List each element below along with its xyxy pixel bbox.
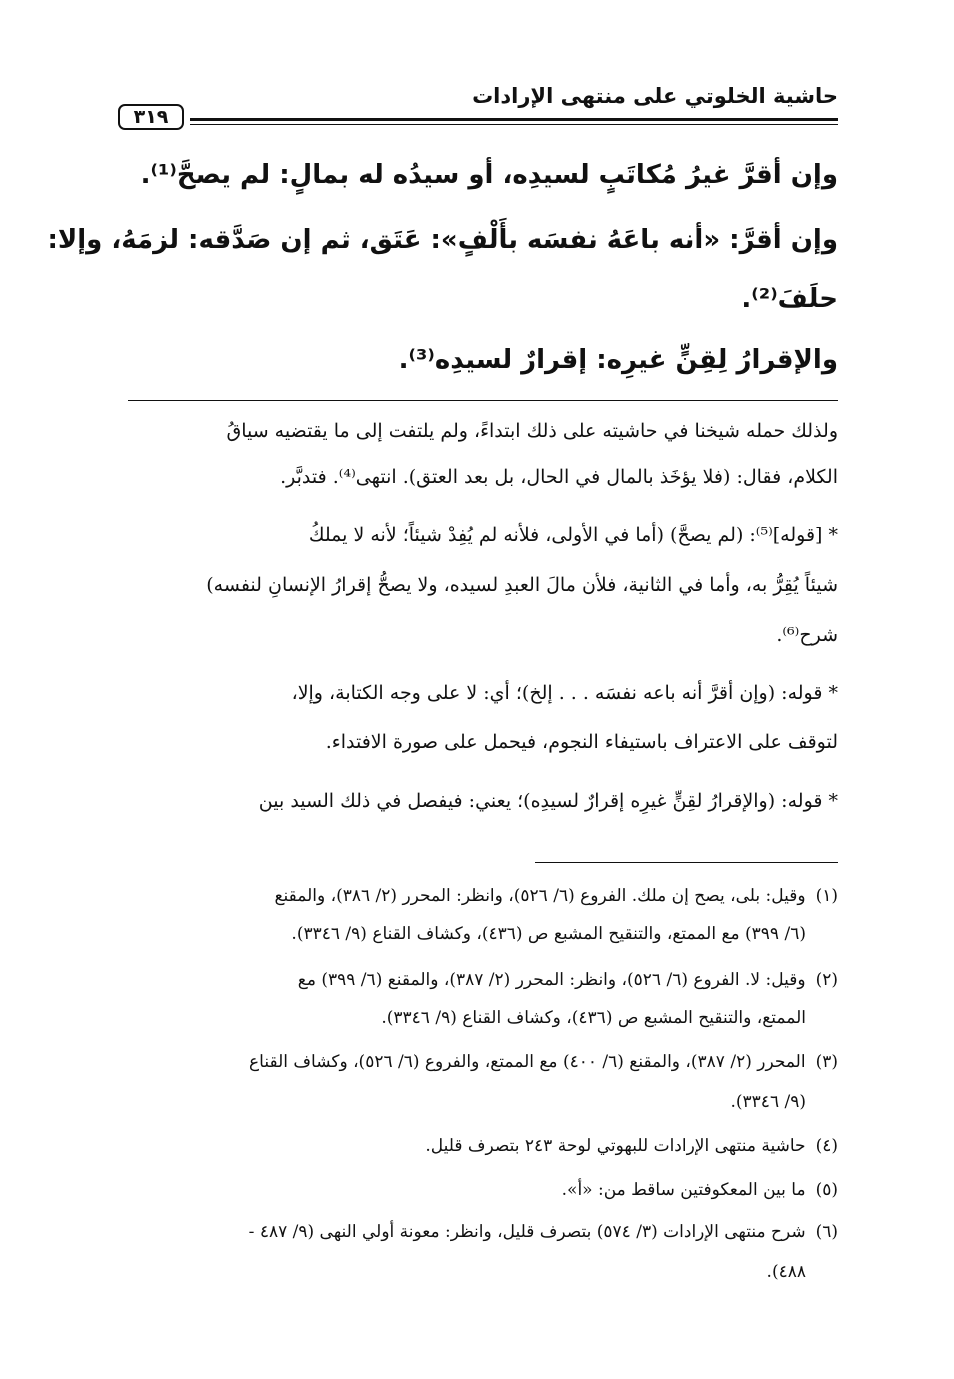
footnote-3 <box>118 1052 838 1072</box>
footnote-4 <box>118 1136 838 1156</box>
sharh-p2-line-2: شيئاً يُقِرُّ به، وأما في الثانية، فلأن مالَ العبدِ لسيده، ولا يصحُّ إقرارُ الإنسانِ لنفسه) <box>206 574 838 596</box>
running-header <box>118 84 838 128</box>
footnote-text: وقيل: لا. الفروع (٦/ ٥٢٦)، وانظر: المحرر (٢/ ٣٨٧)، والمقنع (٦/ ٣٩٩) مع <box>297 970 806 990</box>
footnote-number: (٦) <box>815 1222 838 1242</box>
footnote-5 <box>118 1180 838 1200</box>
footnote-text: ما بين المعكوفتين ساقط من: «أ». <box>561 1180 806 1200</box>
footnote-number: (٢) <box>815 970 838 990</box>
header-title: حاشية الخلوتي على منتهى الإرادات <box>472 84 838 108</box>
footnote-number: (١) <box>815 886 838 906</box>
matn-line-4: والإقرارُ لِقِنٍّ غيرِه: إقرارٌ لسيدِه⁽³⁾. <box>398 345 838 375</box>
footnote-1-cont: (٦/ ٣٩٩) مع الممتع، والتنقيح المشبع ص (٤٣٦)، وكشاف القناع (٩/ ٣٣٤٦). <box>291 924 806 944</box>
matn-line-2: وإن أقرَّ: «أنه باعَهُ نفسَه بأَلْفٍ»: عَتَق، ثم إن صَدَّقه: لزمَهُ، وإلا: <box>47 225 838 255</box>
footnote-text: المحرر (٢/ ٣٨٧)، والمقنع (٦/ ٤٠٠) مع الممتع، والفروع (٦/ ٥٢٦)، وكشاف القناع <box>249 1052 806 1072</box>
matn-sharh-divider <box>128 400 838 401</box>
footnote-number: (٣) <box>815 1052 838 1072</box>
sharh-p4-line-1: * قوله: (والإقرارُ لقِنٍّ غيرِه إقرارٌ لسيدِه)؛ يعني: فيفصل في ذلك السيد بين <box>258 790 838 812</box>
footnote-6-cont: ٤٨٨). <box>766 1262 806 1282</box>
header-rule-thick <box>190 118 838 121</box>
footnote-6 <box>118 1222 838 1242</box>
header-rule-thin <box>190 124 838 125</box>
footnote-3-cont: (٩/ ٣٣٤٦). <box>730 1092 806 1112</box>
matn-line-3: حلَفَ⁽²⁾. <box>741 284 838 314</box>
footnote-divider <box>535 862 838 863</box>
footnote-text: حاشية منتهى الإرادات للبهوتي لوحة ٢٤٣ بتصرف قليل. <box>425 1136 806 1156</box>
footnote-1 <box>118 886 838 906</box>
footnote-number: (٤) <box>815 1136 838 1156</box>
footnote-number: (٥) <box>815 1180 838 1200</box>
page-number: ٣١٩ <box>118 104 184 130</box>
footnote-2 <box>118 970 838 990</box>
sharh-p1-line-2: الكلام، فقال: (فلا يؤخَذ بالمال في الحال، بل بعد العتق). انتهى⁽⁴⁾. فتدبَّر. <box>280 466 838 488</box>
sharh-p2-line-1: * [قوله]⁽⁵⁾: (لم يصحَّ) (أما في الأولى، فلأنه لم يُفِدْ شيئاً؛ لأنه لا يملكُ <box>308 524 838 546</box>
sharh-p3-line-1: * قوله: (وإن أقرَّ أنه باعه نفسَه . . . إلخ)؛ أي: لا على وجه الكتابة، وإلا، <box>291 682 838 704</box>
footnote-text: وقيل: بلى، يصح إن ملك. الفروع (٦/ ٥٢٦)، وانظر: المحرر (٢/ ٣٨٦)، والمقنع <box>274 886 806 906</box>
sharh-p3-line-2: لتوقف على الاعتراف باستيفاء النجوم، فيحمل على صورة الافتداء. <box>325 731 838 753</box>
sharh-p2-line-3: شرح⁽⁶⁾. <box>776 624 838 646</box>
sharh-p1-line-1: ولذلك حمله شيخنا في حاشيته على ذلك ابتداءً، ولم يلتفت إلى ما يقتضيه سياقُ <box>226 420 838 442</box>
footnote-text: شرح منتهى الإرادات (٣/ ٥٧٤) بتصرف قليل، وانظر: معونة أولي النهى (٩/ ٤٨٧ - <box>248 1222 806 1242</box>
footnote-2-cont: الممتع، والتنقيح المشبع ص (٤٣٦)، وكشاف القناع (٩/ ٣٣٤٦). <box>381 1008 806 1028</box>
matn-line-1: وإن أقرَّ غيرُ مُكاتَبٍ لسيدِه، أو سيدُه له بمالٍ: لم يصحَّ⁽¹⁾. <box>140 160 838 190</box>
